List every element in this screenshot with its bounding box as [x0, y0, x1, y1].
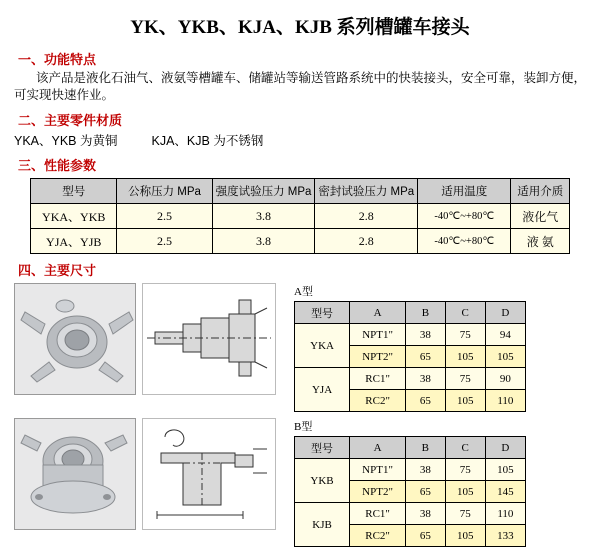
cell-c: 105 [445, 481, 485, 503]
cell-nominal-pressure: 2.5 [117, 204, 212, 229]
col-seal-pressure: 密封试验压力 MPa [315, 179, 418, 204]
cell-a: NPT2" [350, 481, 406, 503]
cell-c: 75 [445, 324, 485, 346]
section-heading-dimensions: 四、主要尺寸 [18, 263, 97, 278]
cell-d: 94 [485, 324, 525, 346]
col-c: C [445, 302, 485, 324]
cell-d: 133 [485, 525, 525, 547]
cell-d: 110 [485, 390, 525, 412]
cell-model: YKA [295, 324, 350, 368]
cell-c: 75 [445, 368, 485, 390]
col-model: 型号 [31, 179, 117, 204]
col-medium: 适用介质 [511, 179, 570, 204]
cell-d: 90 [485, 368, 525, 390]
cell-a: RC1" [350, 503, 406, 525]
col-d: D [485, 302, 525, 324]
col-b: B [406, 437, 446, 459]
table-header-row [31, 179, 570, 204]
material-text-a: YKA、YKB 为黄铜 [14, 134, 118, 148]
cell-d: 145 [485, 481, 525, 503]
page-title: YK、YKB、KJA、KJB 系列槽罐车接头 [130, 17, 470, 38]
table-row [295, 503, 526, 525]
cell-b: 65 [406, 481, 446, 503]
material-text [14, 131, 600, 149]
cell-nominal-pressure: 2.5 [117, 229, 212, 254]
cell-model: YKB [295, 459, 350, 503]
col-a: A [350, 437, 406, 459]
dimension-block-b [14, 418, 600, 547]
col-b: B [406, 302, 446, 324]
cell-b: 65 [406, 525, 446, 547]
section-heading-features: 一、功能特点 [18, 52, 97, 67]
section-heading-material: 二、主要零件材质 [18, 113, 123, 128]
drawing-a-graphic [143, 284, 275, 394]
product-drawing-a [142, 283, 276, 395]
cell-temperature: -40℃~+80℃ [418, 204, 511, 229]
features-text-body: 该产品是液化石油气、液氨等槽罐车、储罐站等输送管路系统中的快装接头，安全可靠，装卸方便，可实现快速作业。 [14, 71, 587, 102]
table-row [31, 229, 570, 254]
dim-a-label: A型 [294, 286, 313, 298]
col-model: 型号 [295, 437, 350, 459]
dimensions-area [0, 283, 600, 547]
cell-b: 38 [406, 459, 446, 481]
cell-b: 38 [406, 503, 446, 525]
features-text [14, 70, 586, 104]
table-header-row [295, 437, 526, 459]
cell-d: 105 [485, 346, 525, 368]
photo-a-graphic [15, 284, 135, 394]
col-strength-pressure: 强度试验压力 MPa [212, 179, 315, 204]
cell-temperature: -40℃~+80℃ [418, 229, 511, 254]
cell-d: 110 [485, 503, 525, 525]
cell-a: NPT1" [350, 459, 406, 481]
cell-b: 65 [406, 346, 446, 368]
table-header-row [295, 302, 526, 324]
cell-c: 105 [445, 525, 485, 547]
cell-c: 105 [445, 346, 485, 368]
col-c: C [445, 437, 485, 459]
dimension-table-a [294, 301, 526, 412]
cell-a: RC2" [350, 525, 406, 547]
cell-c: 75 [445, 503, 485, 525]
cell-medium: 液 氨 [511, 229, 570, 254]
cell-b: 38 [406, 324, 446, 346]
col-temperature: 适用温度 [418, 179, 511, 204]
cell-d: 105 [485, 459, 525, 481]
performance-table [30, 178, 570, 254]
col-model: 型号 [295, 302, 350, 324]
cell-seal-pressure: 2.8 [315, 229, 418, 254]
table-row [295, 324, 526, 346]
photo-b-graphic [15, 419, 135, 529]
product-photo-b [14, 418, 136, 530]
col-d: D [485, 437, 525, 459]
product-drawing-b [142, 418, 276, 530]
col-a: A [350, 302, 406, 324]
table-row [295, 459, 526, 481]
dim-b-label: B型 [294, 421, 313, 433]
dim-table-a-wrap [294, 283, 526, 412]
cell-strength-pressure: 3.8 [212, 204, 315, 229]
cell-a: RC2" [350, 390, 406, 412]
cell-model: KJB [295, 503, 350, 547]
dimension-block-a [14, 283, 600, 412]
material-text-b: KJA、KJB 为不锈钢 [151, 134, 264, 148]
drawing-b-graphic [143, 419, 275, 529]
cell-seal-pressure: 2.8 [315, 204, 418, 229]
cell-b: 65 [406, 390, 446, 412]
cell-model: YKA、YKB [31, 204, 117, 229]
product-photo-a [14, 283, 136, 395]
cell-b: 38 [406, 368, 446, 390]
table-row [31, 204, 570, 229]
section-heading-performance: 三、性能参数 [18, 158, 97, 173]
cell-strength-pressure: 3.8 [212, 229, 315, 254]
dimension-table-b [294, 436, 526, 547]
cell-model: YJA、YJB [31, 229, 117, 254]
cell-model: YJA [295, 368, 350, 412]
cell-c: 105 [445, 390, 485, 412]
col-nominal-pressure: 公称压力 MPa [117, 179, 212, 204]
cell-a: NPT1" [350, 324, 406, 346]
cell-a: NPT2" [350, 346, 406, 368]
cell-a: RC1" [350, 368, 406, 390]
cell-medium: 液化气 [511, 204, 570, 229]
cell-c: 75 [445, 459, 485, 481]
dim-table-b-wrap [294, 418, 526, 547]
table-row [295, 368, 526, 390]
